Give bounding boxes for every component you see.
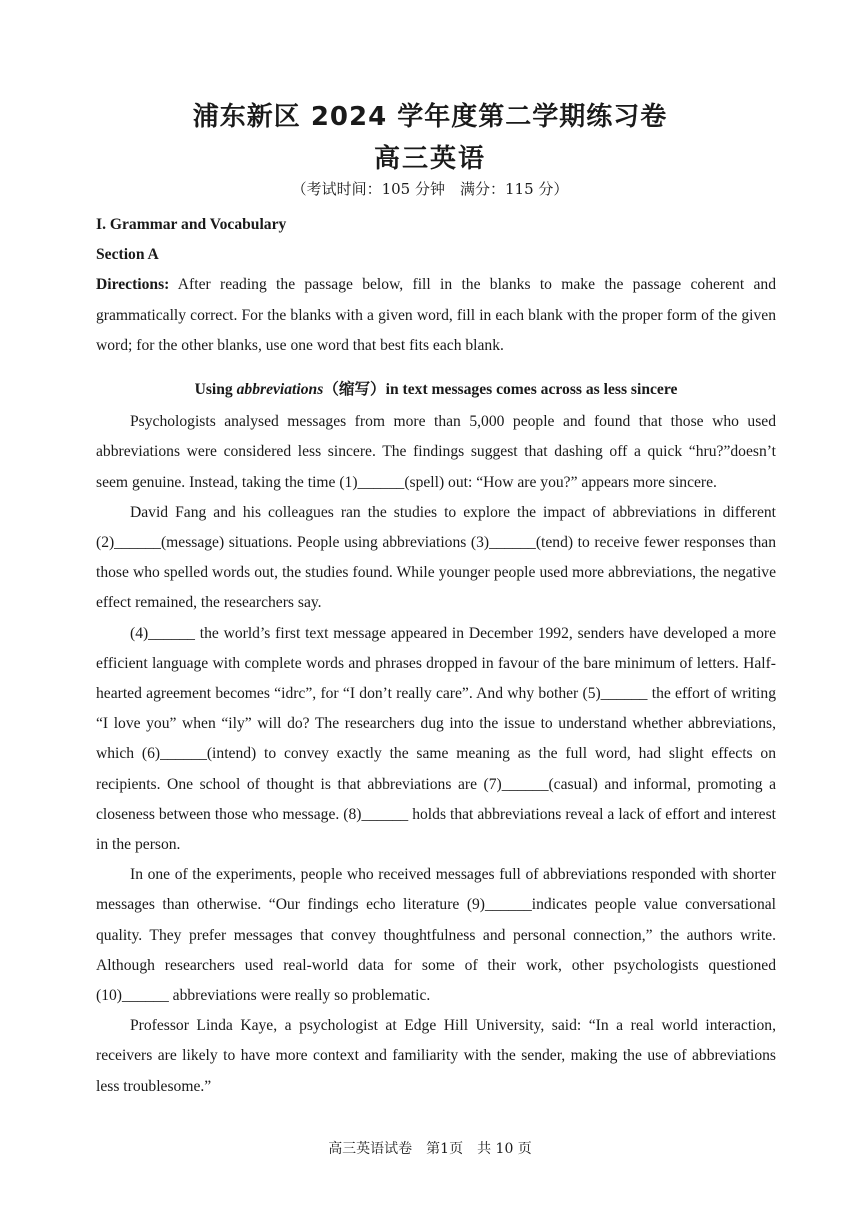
passage-paragraph-5: Professor Linda Kaye, a psychologist at Edge Hill University, said: “In a real world interaction, receivers are likely to have more context and familiarity with the sender, making the use of abbreviations less troublesome.” xyxy=(96,1017,776,1095)
passage-paragraph-2: David Fang and his colleagues ran the studies to explore the impact of abbreviations in different (2)______(message) situations. People using abbreviations (3)______(tend) to receive fewer responses than those who spelled words out, the studies found. While younger people used more abbreviations, the negative effect remained, the researchers say. xyxy=(96,503,776,612)
exam-info: （考试时间：105 分钟 满分：115 分） xyxy=(291,180,569,198)
exam-content xyxy=(96,210,776,1102)
passage-title-prefix: Using xyxy=(194,381,237,399)
passage-title-italic: abbreviations xyxy=(236,381,324,399)
passage-paragraph-3: (4)______ the world’s first text message appeared in December 1992, senders have developed a more efficient language with complete words and phrases dropped in favour of the bare minimum of letters. Half-hearted agreement becomes “idrc”, for “I don’t really care”. And why bother (5)______ the effort of writing “I love you” when “ily” will do? The researchers dug into the issue to understand whether abbreviations, which (6)______(intend) to convey exactly the same meaning as the full word, had slight effects on recipients. One school of thought is that abbreviations are (7)______(casual) and informal, promoting a closeness between those who message. (8)______ holds that abbreviations reveal a lack of effort and interest in the person. xyxy=(96,624,776,854)
page-subtitle: 高三英语 xyxy=(373,144,486,174)
passage-title-suffix: （缩写）in text messages comes across as less sincere xyxy=(323,381,678,399)
page-title: 浦东新区 2024 学年度第二学期练习卷 xyxy=(192,102,668,132)
passage-paragraph-1: Psychologists analysed messages from more than 5,000 people and found that those who used abbreviations were considered less sincere. The findings suggest that dashing off a quick “hru?”doesn’t seem genuine. Instead, taking the time (1)______(spell) out: “How are you?” appears more sincere. xyxy=(96,413,776,491)
passage-paragraph-4: In one of the experiments, people who received messages full of abbreviations responded with shorter messages than otherwise. “Our findings echo literature (9)______indicates people value conversational quality. They prefer messages that convey thoughtfulness and personal connection,” the authors write. Although researchers used real-world data for some of their work, other psychologists questioned (10)______ abbreviations were really so problematic. xyxy=(96,866,776,1005)
page-footer: 高三英语试卷 第1页 共 10 页 xyxy=(328,1141,532,1157)
part-title: I. Grammar and Vocabulary xyxy=(96,216,287,233)
section-title: Section A xyxy=(96,246,159,264)
directions-label: Directions: xyxy=(96,276,170,294)
directions-text: After reading the passage below, fill in the blanks to make the passage coherent and grammatically correct. For the blanks with a given word, fill in each blank with the proper form of the given word; for the other blanks, use one word that best fits each blank. xyxy=(96,276,776,354)
passage-title xyxy=(96,375,776,405)
directions xyxy=(96,270,776,361)
